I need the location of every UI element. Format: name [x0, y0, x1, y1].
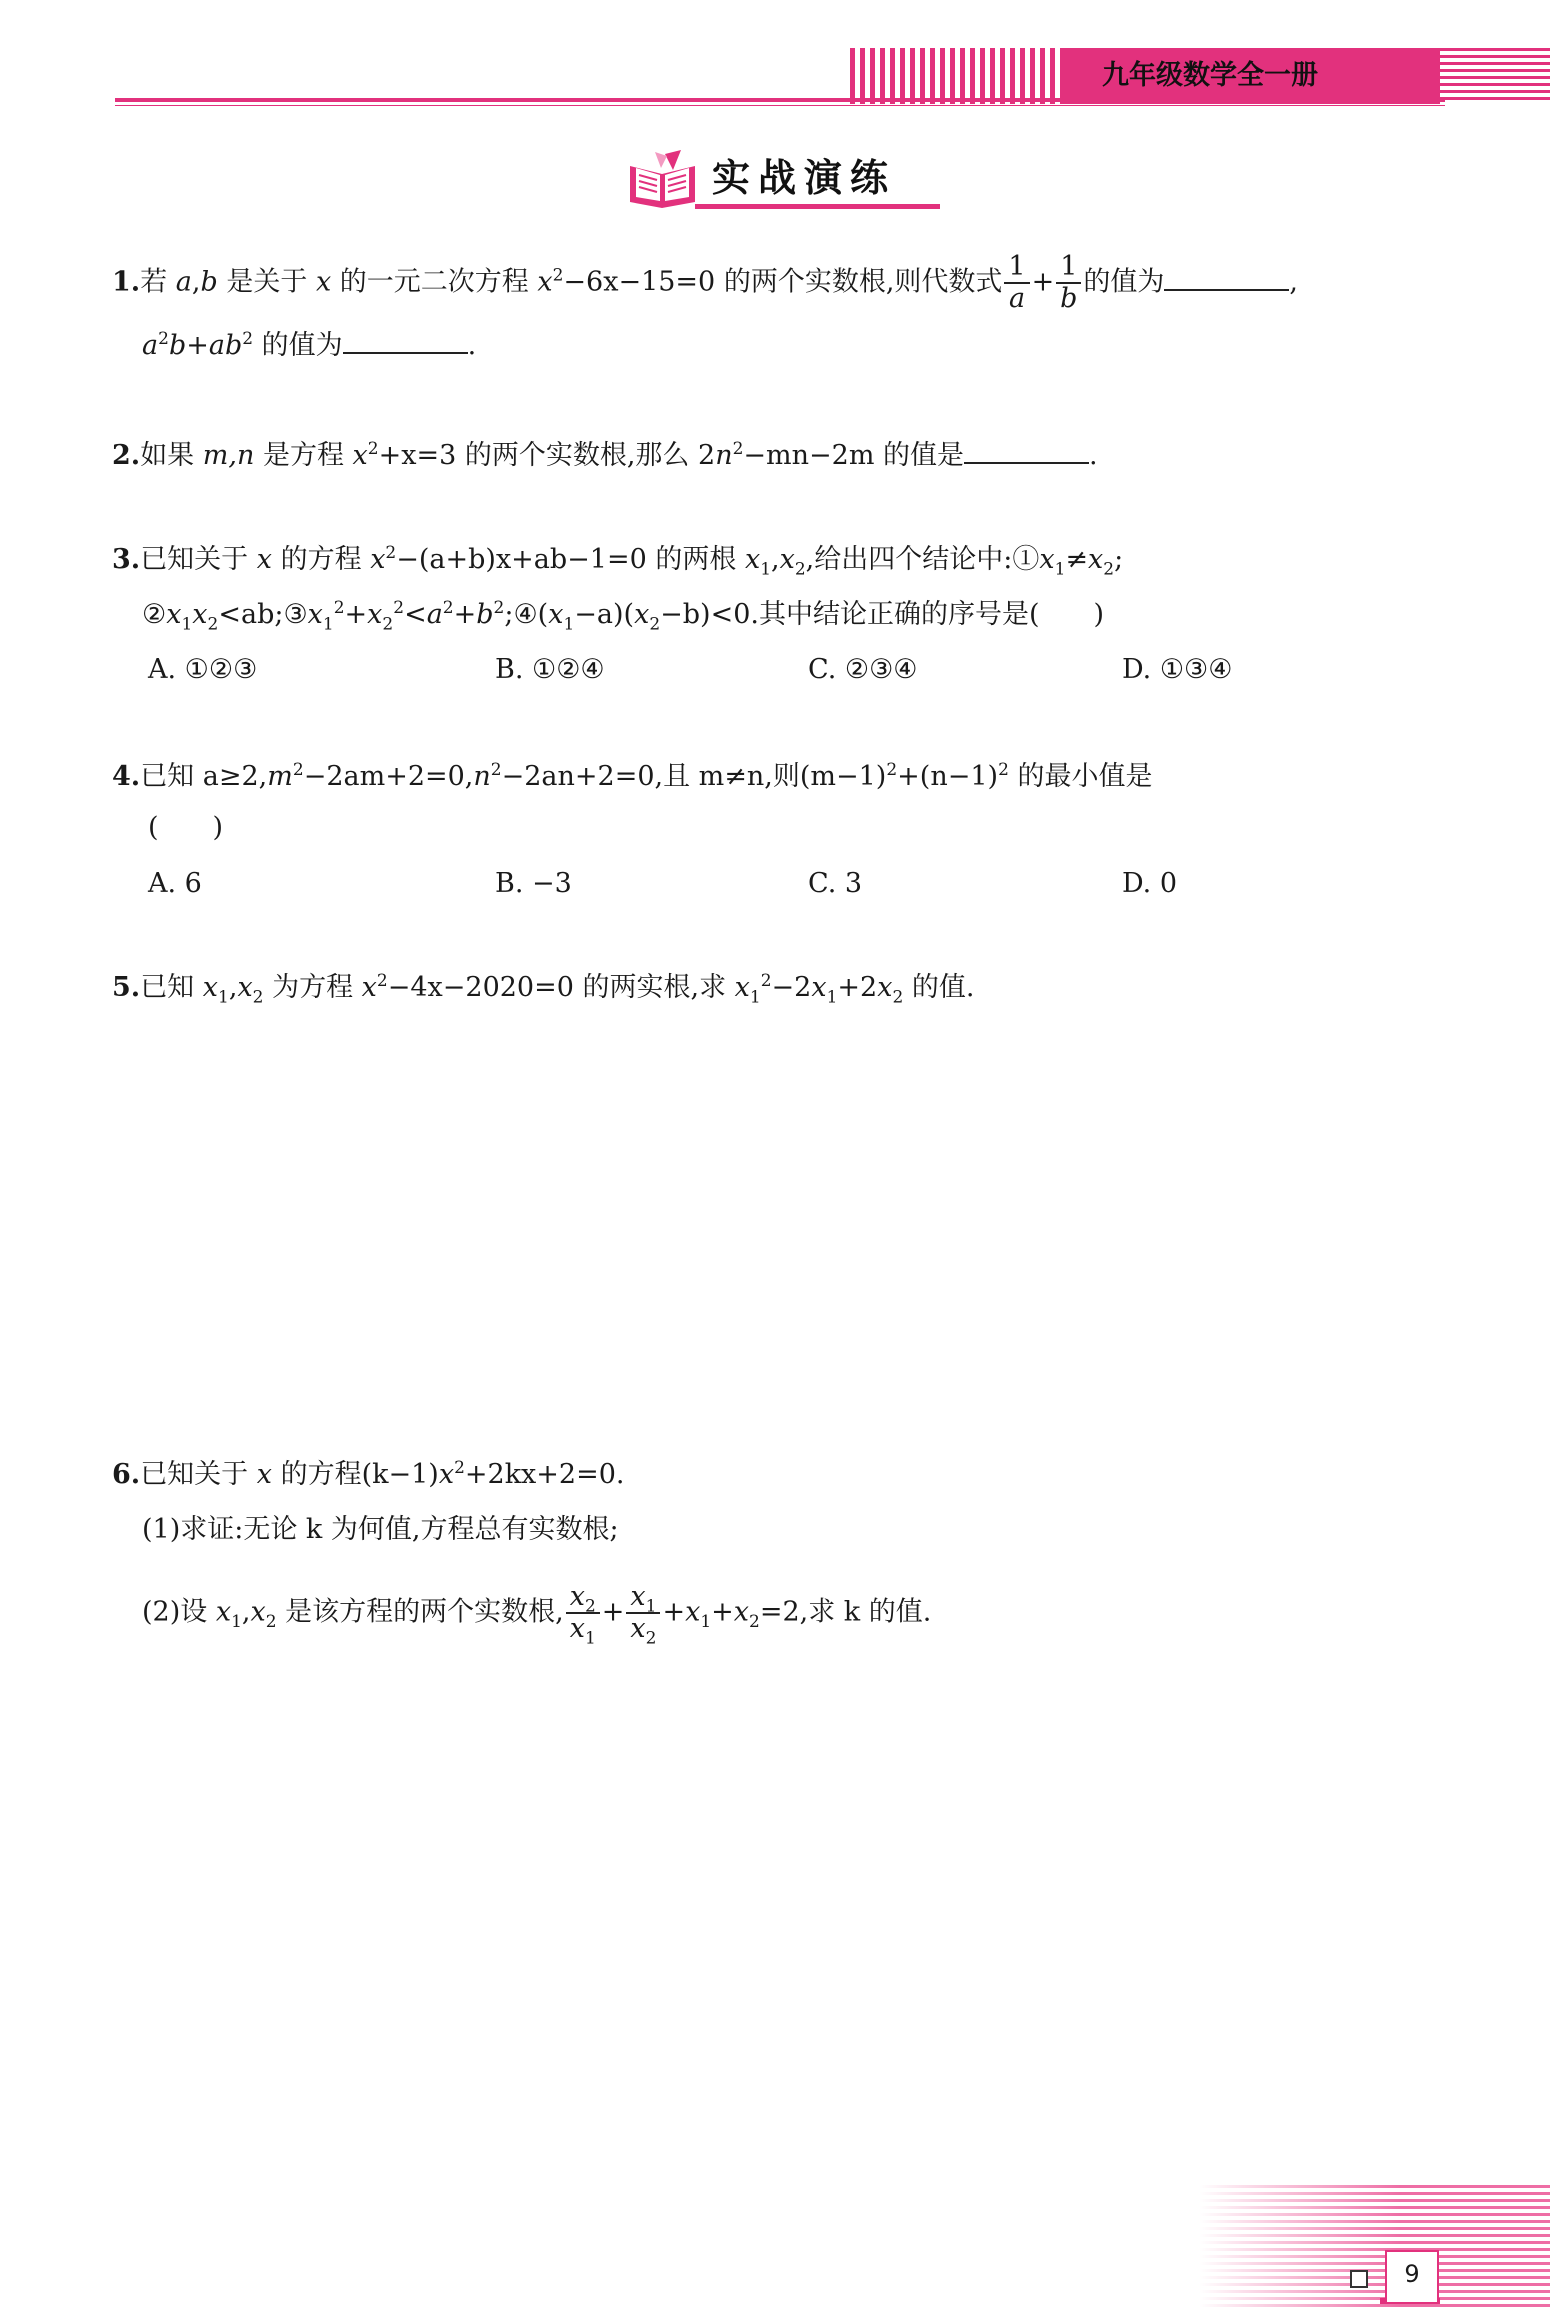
section-title: 实战演练: [712, 156, 897, 200]
q5-text-e: +2: [837, 972, 878, 1003]
q6-text-e: 是该方程的两个实数根,: [276, 1596, 564, 1628]
question-6-part-2: (2)设 $x_1,x_2$ 是该方程的两个实数根, $\frac{x_2}{x_1}$ + $\frac{x_1}{x_2}$ $+x_1+x_2=2$,求 k 的值.: [142, 1581, 932, 1649]
q3-text-b: 的方程: [272, 544, 371, 575]
fraction-1-over-a: $\frac{1}{a}$: [1004, 252, 1029, 314]
q5-text-c: −4x−2020=0 的两实根,求: [387, 972, 735, 1003]
question-number: 3.: [112, 544, 141, 575]
question-3-line-2: $②x_1x_2<ab;③x_1^2+x_2^2<a^2+b^2;④(x_1-a)(x_2-b)<0$.其中结论正确的序号是( ): [142, 598, 1105, 635]
q5-text-a: 已知: [140, 972, 203, 1003]
question-5: 5.已知 $x_1,x_2$ 为方程 $x^2-4x-2020=0$ 的两实根,求 $x_1^2-2x_1+2x_2$ 的值.: [112, 971, 975, 1008]
q2-mn: m,n: [202, 440, 255, 471]
fraction-1-over-b: $\frac{1}{b}$: [1056, 252, 1081, 314]
question-number: 6.: [112, 1459, 141, 1490]
q3-text-i: −a)(: [574, 599, 635, 630]
question-1-line-2: $a^2b+ab^2$ 的值为 .: [142, 322, 476, 366]
header-right-stripes: [1440, 48, 1550, 104]
option-a[interactable]: A. 6: [148, 868, 202, 899]
q2-text-a: 如果: [140, 440, 203, 471]
q3-text-f: <ab;③: [218, 599, 308, 630]
q1-equation: −6x−15=0: [563, 266, 716, 298]
open-book-icon: [625, 148, 700, 208]
q1-end-comma: ,: [1289, 266, 1298, 298]
q2-text-b: 是方程: [254, 440, 353, 471]
question-6-part-1: (1)求证:无论 k 为何值,方程总有实数根;: [142, 1514, 619, 1545]
question-number: 4.: [112, 761, 141, 792]
q5-text-d: −2: [771, 972, 812, 1003]
question-1-line-1: 1.若 a,b 是关于 x 的一元二次方程 $x^2-6x-15=0$ 的两个实数根,则代数式 $\frac{1}{a}$ + $\frac{1}{b}$ 的值为 ,: [112, 251, 1298, 314]
fraction-x1-over-x2: $\frac{x_1}{x_2}$: [626, 1582, 660, 1644]
q6-text-a: 已知关于: [140, 1459, 257, 1490]
question-2: 2.如果 m,n 是方程 $x^2+x=3$ 的两个实数根,那么 $2n^2-mn-2m$ 的值是 .: [112, 432, 1098, 476]
q2-equation: +x=3: [378, 440, 457, 471]
footer-fade: [1200, 2185, 1400, 2310]
footer-square-icon: [1350, 2270, 1368, 2288]
q2-dot: .: [1089, 440, 1098, 471]
q4-text-c: −2am+2=0,: [303, 761, 474, 792]
q6-text-f: =2,求 k 的值.: [759, 1596, 932, 1628]
q3-text-e: ②: [142, 599, 167, 630]
header-stripes: [850, 48, 1060, 104]
question-6-line-1: 6.已知关于 x 的方程$(k-1)x^2+2kx+2=0$.: [112, 1458, 625, 1490]
q6-text-c: +2kx+2=0.: [464, 1459, 625, 1490]
q4-answer-bracket[interactable]: ( ): [148, 812, 224, 843]
q3-text-j: −b)<0.其中结论正确的序号是( ): [660, 599, 1105, 630]
option-b[interactable]: B. ①②④: [495, 654, 605, 685]
q4-text-d: −2an+2=0,且 m≠n,则(m−1): [501, 761, 887, 792]
question-3-line-1: 3.已知关于 x 的方程 $x^2-(a+b)x+ab-1=0$ 的两根 $x_1,x_2$,给出四个结论中$:①x_1\ne x_2$;: [112, 543, 1124, 580]
q5-text-f: 的值.: [903, 972, 975, 1003]
q3-text-h: ;④(: [504, 599, 549, 630]
q6-text-b: 的方程(k−1): [272, 1459, 439, 1490]
q3-text-a: 已知关于: [140, 544, 257, 575]
option-d[interactable]: D. 0: [1122, 868, 1178, 899]
q1-text-d: 的两个实数根,则代数式: [715, 266, 1003, 298]
option-c[interactable]: C. ②③④: [808, 654, 918, 685]
q2-expression: −mn−2m: [743, 440, 875, 471]
q1-comma: ,: [191, 266, 201, 298]
q3-text-d: ,给出四个结论中:①: [805, 544, 1040, 575]
option-d[interactable]: D. ①③④: [1122, 654, 1233, 685]
q1-text-a: 若: [140, 266, 176, 298]
book-title: 九年级数学全一册: [1102, 60, 1318, 91]
option-c[interactable]: C. 3: [808, 868, 863, 899]
q4-text-b: a≥2,: [202, 761, 268, 792]
q3-text-g: <: [404, 599, 427, 630]
answer-blank[interactable]: [964, 432, 1089, 464]
question-4-line-1: 4.已知 $a\ge 2,m^2-2am+2=0,n^2-2an+2=0$,且 m≠n,则$(m-1)^2+(n-1)^2$ 的最小值是: [112, 760, 1153, 792]
q4-text-a: 已知: [140, 761, 203, 792]
fraction-x2-over-x1: $\frac{x_2}{x_1}$: [566, 1582, 600, 1644]
answer-blank[interactable]: [343, 322, 468, 354]
q1-text-b: 是关于: [217, 266, 316, 298]
option-b[interactable]: B. −3: [495, 868, 572, 899]
q6-text-d: (2)设: [142, 1596, 216, 1628]
q5-text-b: 为方程: [263, 972, 362, 1003]
question-number: 5.: [112, 972, 141, 1003]
page-number: 9: [1385, 2250, 1439, 2304]
question-number: 1.: [112, 266, 141, 298]
header-rule: [115, 98, 1445, 102]
header-rule-thin: [115, 105, 1445, 106]
answer-blank[interactable]: [1164, 259, 1289, 291]
q4-text-e: +(n−1): [897, 761, 999, 792]
option-a[interactable]: A. ①②③: [148, 654, 258, 685]
section-underline: [695, 204, 940, 209]
q2-text-d: 的值是: [874, 440, 965, 471]
q3-text-c: −(a+b)x+ab−1=0 的两根: [396, 544, 745, 575]
q2-text-c: 的两个实数根,那么: [456, 440, 698, 471]
q1-text-f: 的值为: [261, 330, 343, 361]
q4-text-f: 的最小值是: [1008, 761, 1153, 792]
q1-text-c: 的一元二次方程: [331, 266, 538, 298]
q1-dot: .: [467, 330, 477, 361]
q1-text-e: 的值为: [1083, 266, 1165, 298]
